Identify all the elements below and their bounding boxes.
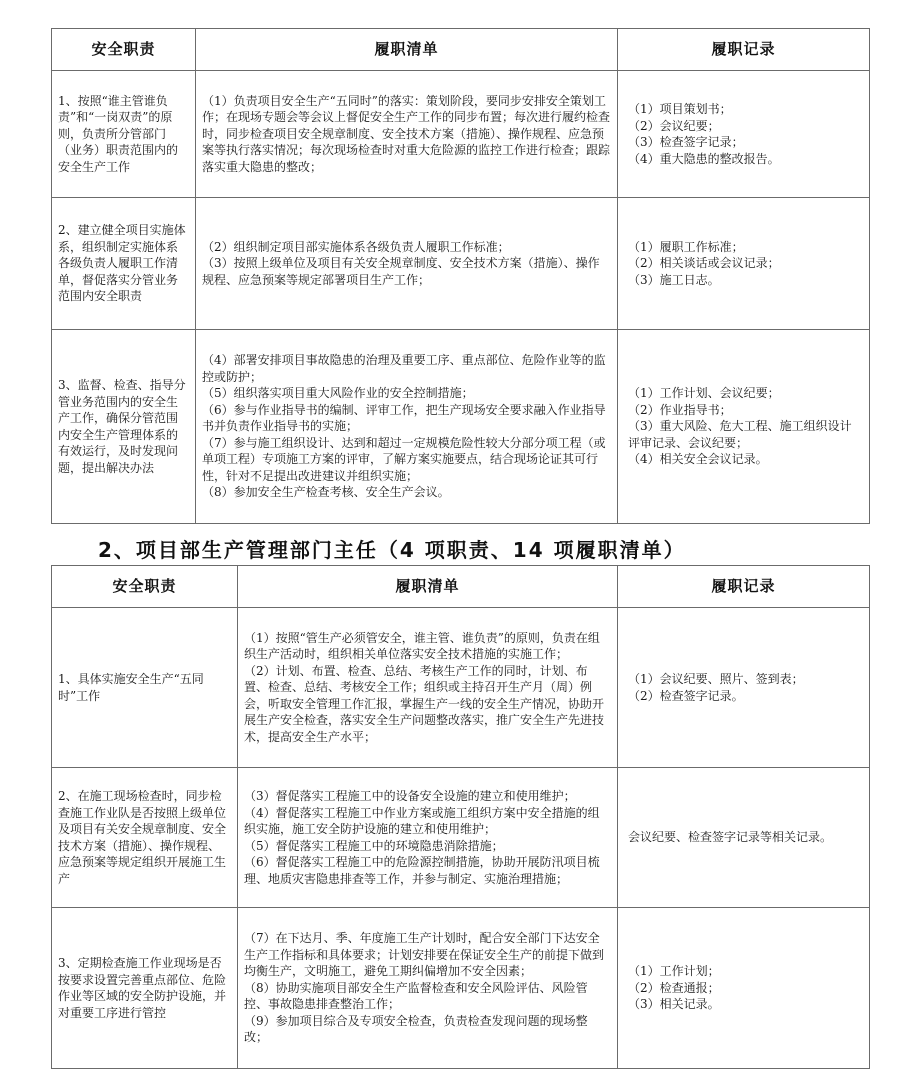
- record-item: （2）会议纪要；: [628, 118, 720, 133]
- table-row: [52, 608, 870, 768]
- list-item: （5）组织落实项目重大风险作业的安全控制措施；: [202, 386, 474, 401]
- duty-cell: 2、在施工现场检查时，同步检查施工作业队是否按照上级单位及项目有关安全规章制度、安全技术方案（措施）、操作规程、应急预案等规定组织开展施工生产: [52, 768, 238, 908]
- duty-cell: 3、定期检查施工作业现场是否按要求设置完善重点部位、危险作业等区域的安全防护设施，并对重要工序进行管控: [52, 908, 238, 1069]
- record-item: （1）工作计划；: [628, 964, 720, 979]
- list-item: （1）按照“管生产必须管安全，谁主管、谁负责”的原则，负责在组织生产活动时，组织相关单位落实安全技术措施的实施工作；: [244, 630, 600, 662]
- list-item: （2）组织制定项目部实施体系各级负责人履职工作标准；: [202, 239, 510, 254]
- record-cell: [618, 330, 870, 524]
- header-list: 履职清单: [238, 566, 618, 608]
- list-item: （8）协助实施项目部安全生产监督检查和安全风险评估、风险管控、事故隐患排查整治工作；: [244, 980, 588, 1012]
- list-item: （4）部署安排项目事故隐患的治理及重要工序、重点部位、危险作业等的监控或防护；: [202, 353, 606, 384]
- table-row: [52, 768, 870, 908]
- record-item: （4）相关安全会议记录。: [628, 452, 768, 467]
- list-item: （7）在下达月、季、年度施工生产计划时，配合安全部门下达安全生产工作指标和具体要求；计划安排要在保证安全生产的前提下做到均衡生产，文明施工，避免工期纠偏增加不安全因素；: [244, 931, 605, 979]
- record-cell: [618, 768, 870, 908]
- header-record: 履职记录: [618, 29, 870, 71]
- list-item: （5）督促落实工程施工中的环境隐患消除措施；: [244, 838, 504, 853]
- list-item: （6）督促落实工程施工中的危险源控制措施，协助开展防汛项目梳理、地质灾害隐患排查等工作，并参与制定、实施治理措施；: [244, 855, 600, 886]
- record-item: 会议纪要、检查签字记录等相关记录。: [628, 830, 833, 845]
- record-cell: [618, 608, 870, 768]
- list-cell: [196, 198, 618, 330]
- record-item: （2）相关谈话或会议记录；: [628, 256, 780, 271]
- header-duty: 安全职责: [52, 29, 196, 71]
- table-row: [52, 908, 870, 1069]
- duty-cell: 1、按照“谁主管谁负责”和“一岗双责”的原则，负责所分管部门（业务）职责范围内的安全生产工作: [52, 71, 196, 198]
- record-cell: [618, 71, 870, 198]
- list-item: （3）按照上级单位及项目有关安全规章制度、安全技术方案（措施）、操作规程、应急预案等规定部署项目生产工作；: [202, 256, 600, 287]
- list-item: （4）督促落实工程施工中作业方案或施工组织方案中安全措施的组织实施，施工安全防护设施的建立和使用维护；: [244, 805, 600, 836]
- record-cell: [618, 198, 870, 330]
- record-cell: [618, 908, 870, 1069]
- header-list: 履职清单: [196, 29, 618, 71]
- header-record: 履职记录: [618, 566, 870, 608]
- list-item: （6）参与作业指导书的编制、评审工作，把生产现场安全要求融入作业指导书并负责作业指导书的实施；: [202, 402, 606, 434]
- record-item: （1）工作计划、会议纪要；: [628, 386, 780, 401]
- duty-cell: 2、建立健全项目实施体系，组织制定实施体系各级负责人履职工作清单，督促落实分管业务范围内安全职责: [52, 198, 196, 330]
- list-cell: [196, 330, 618, 524]
- record-item: （1）履职工作标准；: [628, 239, 744, 254]
- record-item: （2）检查通报；: [628, 980, 720, 995]
- record-item: （3）相关记录。: [628, 997, 720, 1012]
- list-item: （8）参加安全生产检查考核、安全生产会议。: [202, 485, 450, 500]
- record-item: （3）施工日志。: [628, 272, 720, 287]
- list-cell: [196, 71, 618, 198]
- list-item: （7）参与施工组织设计、达到和超过一定规模危险性较大分部分项工程（或单项工程）专项施工方案的评审，了解方案实施要点，结合现场论证其可行性，针对不足提出改进建议并组织实施；: [202, 435, 606, 483]
- duty-cell: 3、监督、检查、指导分管业务范围内的安全生产工作，确保分管范围内安全生产管理体系的有效运行，及时发现问题，提出解决办法: [52, 330, 196, 524]
- list-item: （9）参加项目综合及专项安全检查，负责检查发现问题的现场整改；: [244, 1013, 588, 1045]
- record-item: （3）检查签字记录；: [628, 135, 744, 149]
- record-item: （4）重大隐患的整改报告。: [628, 151, 780, 166]
- record-item: （3）重大风险、危大工程、施工组织设计评审记录、会议纪要；: [628, 419, 852, 450]
- table-header-row: [52, 566, 870, 608]
- record-item: （2）检查签字记录。: [628, 688, 744, 703]
- table-row: [52, 330, 870, 524]
- list-cell: [238, 908, 618, 1069]
- record-item: （2）作业指导书；: [628, 402, 732, 417]
- table-row: [52, 198, 870, 330]
- list-item: （1）负责项目安全生产“五同时”的落实：策划阶段，要同步安排安全策划工作；在现场专题会等会议上督促安全生产工作的同步布置；每次进行履约检查时，同步检查项目安全规章制度、安全技术方案（措施）、操作规程、应急预案等执行落实情况；每次现场检查时对重大危险源的监控工作进行检查；跟踪落实重大隐患的整改；: [202, 93, 611, 174]
- header-duty: 安全职责: [52, 566, 238, 608]
- record-item: （1）会议纪要、照片、签到表；: [628, 672, 804, 686]
- duty-table-1: [51, 28, 870, 524]
- list-cell: [238, 768, 618, 908]
- list-cell: [238, 608, 618, 768]
- list-item: （2）计划、布置、检查、总结、考核生产工作的同时，计划、布置、检查、总结、考核安全工作；组织或主持召开生产月（周）例会，听取安全管理工作汇报，掌握生产一线的安全生产情况，协助开展生产安全检查，落实安全生产问题整改落实，推广安全生产先进技术，提高安全生产水平；: [244, 663, 605, 744]
- list-item: （3）督促落实工程施工中的设备安全设施的建立和使用维护；: [244, 789, 576, 803]
- table-header-row: [52, 29, 870, 71]
- duty-cell: 1、具体实施安全生产“五同时”工作: [52, 608, 238, 768]
- record-item: （1）项目策划书；: [628, 102, 732, 116]
- section-title: 2、项目部生产管理部门主任（4 项职责、14 项履职清单）: [98, 538, 686, 562]
- table-row: [52, 71, 870, 198]
- duty-table-2: [51, 565, 870, 1069]
